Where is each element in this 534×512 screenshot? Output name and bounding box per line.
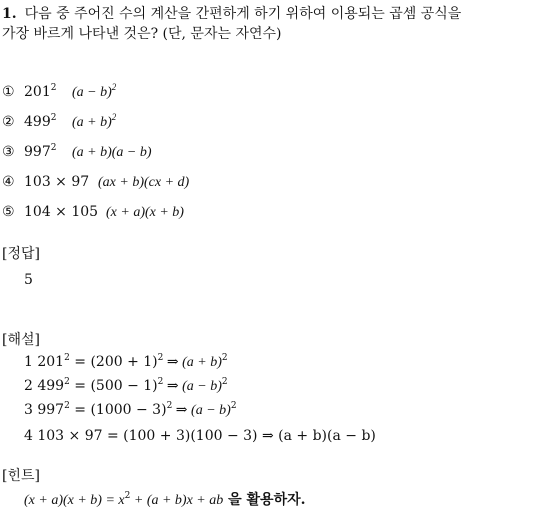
option-marker: ③ [2,144,15,160]
option-marker: ⑤ [2,204,15,220]
option-formula-exponent: 2 [111,112,117,122]
explanation-heading: [해설] [2,332,40,348]
question-text-2: 가장 바르게 나타낸 것은? (단, 문자는 자연수) [2,26,282,42]
answer-heading: [정답] [2,246,40,262]
option-formula: (a + b) [72,115,112,130]
question-text-1: 다음 중 주어진 수의 계산을 간편하게 하기 위하여 이용되는 곱셈 공식을 [24,6,462,22]
option-formula-exponent: 2 [111,82,117,92]
option-marker: ④ [2,174,15,190]
hint-heading: [힌트] [2,468,40,484]
option-4[interactable] [2,172,189,193]
hint-text: $(x + a)(x + b) = x^2 + (a + b)x$ + ab 을 활용하자. [24,491,306,508]
option-number: 201 [24,84,51,100]
explanation-line-4: 4 103 × 97 = (100 + 3)(100 − 3) ⇒ (a + b)(a − b) [24,428,376,444]
option-number-exponent: 2 [50,113,57,123]
question-line-2 [2,24,532,44]
question-line-1 [2,4,532,24]
option-3[interactable] [2,142,152,163]
explanation-line-1: 1 $201^2 = (200 + 1)^2$ ⇒ $(a + b)^2$ [24,353,228,370]
question-number: 1. [2,6,17,22]
option-formula: (a + b)(a − b) [72,145,152,160]
answer-value: 5 [24,272,33,288]
option-marker: ① [2,84,15,100]
option-number: 499 [24,114,51,130]
option-marker: ② [2,114,15,130]
option-formula: (a − b) [72,85,112,100]
option-2[interactable] [2,112,116,133]
explanation-line-3: 3 $997^2 = (1000 - 3)^2$ ⇒ $(a - b)^2$ [24,401,237,418]
option-number: 997 [24,144,51,160]
option-1[interactable] [2,82,116,103]
option-number: 103 × 97 [24,174,90,190]
option-5[interactable] [2,202,184,223]
option-formula: (ax + b)(cx + d) [98,175,190,190]
option-formula: (x + a)(x + b) [106,205,184,220]
explanation-line-2: 2 $499^2 = (500 - 1)^2$ ⇒ $(a - b)^2$ [24,377,228,394]
option-number-exponent: 2 [50,83,57,93]
option-number: 104 × 105 [24,204,99,220]
option-number-exponent: 2 [50,143,57,153]
